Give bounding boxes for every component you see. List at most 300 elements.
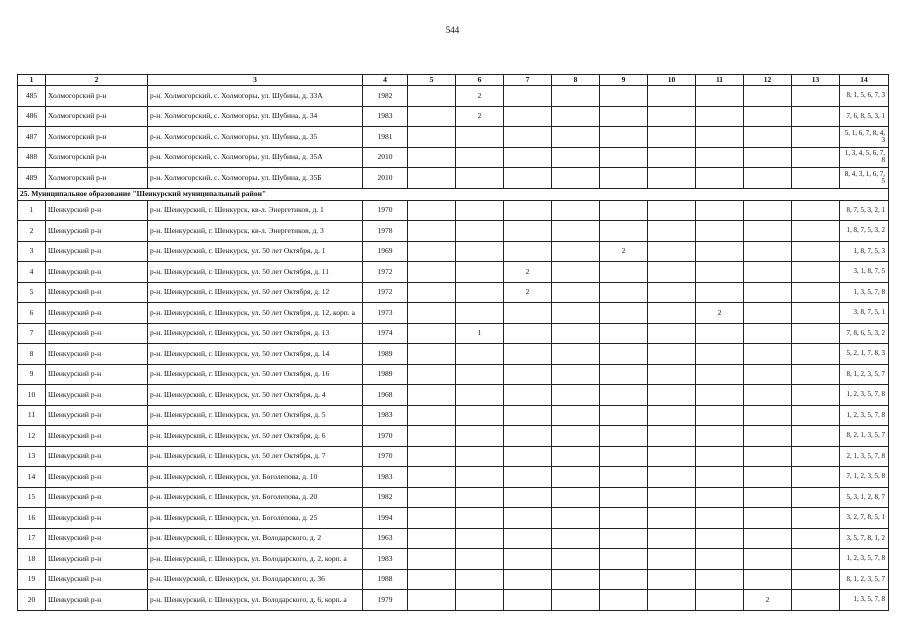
cell-c8 xyxy=(552,446,600,467)
cell-c8 xyxy=(552,569,600,590)
table-row xyxy=(18,487,889,508)
cell-c10 xyxy=(648,221,696,242)
cell-c7 xyxy=(504,426,552,447)
cell-c7 xyxy=(504,590,552,611)
cell-c11 xyxy=(696,282,744,303)
cell-year: 2010 xyxy=(363,147,408,168)
cell-c10 xyxy=(648,147,696,168)
cell-c5 xyxy=(408,221,456,242)
cell-year: 1963 xyxy=(363,528,408,549)
cell-year: 1982 xyxy=(363,487,408,508)
cell-c13 xyxy=(792,569,840,590)
cell-c12 xyxy=(744,127,792,148)
cell-address: р-н. Шенкурский, г. Шенкурск, ул. 50 лет Октября, д. 1 xyxy=(148,241,363,262)
cell-c6 xyxy=(456,262,504,283)
cell-n: 6 xyxy=(18,303,46,324)
cell-address: р-н. Шенкурский, г. Шенкурск, ул. 50 лет Октября, д. 14 xyxy=(148,344,363,365)
cell-district: Шенкурский р-н xyxy=(46,569,148,590)
section-row xyxy=(18,188,889,200)
cell-district: Шенкурский р-н xyxy=(46,549,148,570)
cell-c9 xyxy=(600,262,648,283)
cell-c13 xyxy=(792,221,840,242)
page-number: 544 xyxy=(445,25,460,35)
cell-c13 xyxy=(792,200,840,221)
cell-c14: 1, 8, 7, 5, 3, 2 xyxy=(840,221,889,242)
cell-address: р-н. Шенкурский, г. Шенкурск, ул. Володарского, д. 36 xyxy=(148,569,363,590)
cell-c8 xyxy=(552,262,600,283)
cell-c6 xyxy=(456,487,504,508)
cell-c14: 1, 2, 3, 5, 7, 8 xyxy=(840,385,889,406)
cell-c8 xyxy=(552,344,600,365)
cell-c7 xyxy=(504,487,552,508)
cell-address: р-н. Шенкурский, г. Шенкурск, ул. Володарского, д. 2 xyxy=(148,528,363,549)
cell-c6 xyxy=(456,127,504,148)
cell-c13 xyxy=(792,446,840,467)
table-row xyxy=(18,467,889,488)
cell-n: 14 xyxy=(18,467,46,488)
cell-c5 xyxy=(408,590,456,611)
cell-c10 xyxy=(648,86,696,107)
cell-district: Шенкурский р-н xyxy=(46,282,148,303)
cell-c5 xyxy=(408,344,456,365)
cell-address: р-н. Холмогорский, с. Холмогоры, ул. Шубина, д. 35 xyxy=(148,127,363,148)
cell-district: Шенкурский р-н xyxy=(46,426,148,447)
cell-c11 xyxy=(696,426,744,447)
cell-n: 17 xyxy=(18,528,46,549)
cell-c14: 1, 3, 4, 5, 6, 7, 8 xyxy=(840,147,889,168)
cell-address: р-н. Шенкурский, г. Шенкурск, ул. 50 лет Октября, д. 12 xyxy=(148,282,363,303)
cell-c5 xyxy=(408,262,456,283)
cell-c13 xyxy=(792,405,840,426)
cell-c8 xyxy=(552,221,600,242)
column-header-1: 1 xyxy=(18,75,46,86)
cell-district: Шенкурский р-н xyxy=(46,487,148,508)
cell-c9 xyxy=(600,569,648,590)
cell-c9 xyxy=(600,106,648,127)
cell-c9 xyxy=(600,303,648,324)
cell-c5 xyxy=(408,168,456,189)
cell-c7 xyxy=(504,508,552,529)
cell-district: Холмогорский р-н xyxy=(46,168,148,189)
cell-district: Шенкурский р-н xyxy=(46,323,148,344)
cell-n: 486 xyxy=(18,106,46,127)
cell-c12 xyxy=(744,262,792,283)
cell-c12 xyxy=(744,200,792,221)
cell-district: Холмогорский р-н xyxy=(46,147,148,168)
cell-c7 xyxy=(504,405,552,426)
cell-c5 xyxy=(408,282,456,303)
table-row xyxy=(18,508,889,529)
cell-c8 xyxy=(552,86,600,107)
cell-c7 xyxy=(504,364,552,385)
cell-c5 xyxy=(408,364,456,385)
cell-year: 1988 xyxy=(363,569,408,590)
cell-n: 11 xyxy=(18,405,46,426)
cell-c14: 3, 2, 7, 8, 5, 1 xyxy=(840,508,889,529)
cell-district: Шенкурский р-н xyxy=(46,405,148,426)
cell-c5 xyxy=(408,487,456,508)
cell-c10 xyxy=(648,303,696,324)
cell-c10 xyxy=(648,127,696,148)
column-header-10: 10 xyxy=(648,75,696,86)
cell-district: Шенкурский р-н xyxy=(46,590,148,611)
cell-n: 488 xyxy=(18,147,46,168)
cell-c5 xyxy=(408,106,456,127)
cell-c5 xyxy=(408,549,456,570)
cell-n: 8 xyxy=(18,344,46,365)
cell-year: 2010 xyxy=(363,168,408,189)
cell-c13 xyxy=(792,528,840,549)
cell-c9 xyxy=(600,200,648,221)
cell-c13 xyxy=(792,147,840,168)
cell-c7 xyxy=(504,106,552,127)
column-header-13: 13 xyxy=(792,75,840,86)
cell-c12 xyxy=(744,364,792,385)
column-header-11: 11 xyxy=(696,75,744,86)
cell-c13 xyxy=(792,344,840,365)
cell-c10 xyxy=(648,241,696,262)
cell-c7 xyxy=(504,344,552,365)
cell-c6 xyxy=(456,467,504,488)
cell-n: 20 xyxy=(18,590,46,611)
cell-c5 xyxy=(408,86,456,107)
cell-n: 1 xyxy=(18,200,46,221)
cell-n: 4 xyxy=(18,262,46,283)
cell-district: Шенкурский р-н xyxy=(46,221,148,242)
cell-address: р-н. Шенкурский, г. Шенкурск, ул. Володарского, д. 2, корп. а xyxy=(148,549,363,570)
cell-c6 xyxy=(456,426,504,447)
cell-c11 xyxy=(696,344,744,365)
cell-c9 xyxy=(600,487,648,508)
table-row xyxy=(18,590,889,611)
cell-c8 xyxy=(552,147,600,168)
cell-n: 16 xyxy=(18,508,46,529)
cell-c9 xyxy=(600,405,648,426)
cell-c10 xyxy=(648,446,696,467)
cell-c14: 3, 8, 7, 5, 1 xyxy=(840,303,889,324)
cell-c9 xyxy=(600,168,648,189)
cell-c9 xyxy=(600,446,648,467)
cell-c6: 1 xyxy=(456,323,504,344)
cell-district: Холмогорский р-н xyxy=(46,106,148,127)
cell-district: Шенкурский р-н xyxy=(46,262,148,283)
cell-c10 xyxy=(648,426,696,447)
cell-year: 1989 xyxy=(363,344,408,365)
cell-district: Шенкурский р-н xyxy=(46,364,148,385)
cell-year: 1972 xyxy=(363,262,408,283)
cell-district: Шенкурский р-н xyxy=(46,241,148,262)
cell-c14: 8, 1, 2, 3, 5, 7 xyxy=(840,569,889,590)
cell-address: р-н. Холмогорский, с. Холмогоры, ул. Шубина, д. 34 xyxy=(148,106,363,127)
cell-c14: 8, 7, 5, 3, 2, 1 xyxy=(840,200,889,221)
cell-c6 xyxy=(456,147,504,168)
table-row xyxy=(18,426,889,447)
cell-year: 1969 xyxy=(363,241,408,262)
table-row xyxy=(18,168,889,189)
table-row xyxy=(18,385,889,406)
cell-c7 xyxy=(504,241,552,262)
cell-c12 xyxy=(744,168,792,189)
cell-c10 xyxy=(648,569,696,590)
cell-c6: 2 xyxy=(456,106,504,127)
table-row xyxy=(18,405,889,426)
cell-c7 xyxy=(504,303,552,324)
cell-c6 xyxy=(456,405,504,426)
table-row xyxy=(18,147,889,168)
cell-c12 xyxy=(744,426,792,447)
cell-c6 xyxy=(456,569,504,590)
cell-c14: 7, 1, 2, 3, 5, 8 xyxy=(840,467,889,488)
cell-n: 2 xyxy=(18,221,46,242)
cell-c7 xyxy=(504,168,552,189)
cell-c12 xyxy=(744,487,792,508)
cell-address: р-н. Шенкурский, г. Шенкурск, кв-л. Энергетиков, д. 1 xyxy=(148,200,363,221)
cell-n: 12 xyxy=(18,426,46,447)
cell-c6 xyxy=(456,241,504,262)
cell-c9 xyxy=(600,426,648,447)
cell-c14: 8, 1, 2, 3, 5, 7 xyxy=(840,364,889,385)
cell-c12 xyxy=(744,303,792,324)
table-row xyxy=(18,106,889,127)
cell-c5 xyxy=(408,405,456,426)
cell-c13 xyxy=(792,86,840,107)
cell-c10 xyxy=(648,467,696,488)
cell-c11 xyxy=(696,508,744,529)
cell-year: 1973 xyxy=(363,303,408,324)
cell-c11 xyxy=(696,147,744,168)
cell-c10 xyxy=(648,323,696,344)
cell-c14: 8, 2, 1, 3, 5, 7 xyxy=(840,426,889,447)
cell-c12 xyxy=(744,528,792,549)
column-header-14: 14 xyxy=(840,75,889,86)
cell-c12 xyxy=(744,508,792,529)
cell-address: р-н. Шенкурский, г. Шенкурск, ул. 50 лет Октября, д. 7 xyxy=(148,446,363,467)
cell-c5 xyxy=(408,127,456,148)
cell-c10 xyxy=(648,405,696,426)
table-row xyxy=(18,323,889,344)
cell-c5 xyxy=(408,200,456,221)
table-row xyxy=(18,282,889,303)
cell-year: 1970 xyxy=(363,426,408,447)
cell-c12 xyxy=(744,86,792,107)
cell-c6 xyxy=(456,282,504,303)
cell-c8 xyxy=(552,508,600,529)
cell-address: р-н. Шенкурский, г. Шенкурск, ул. Володарского, д. 6, корп. а xyxy=(148,590,363,611)
column-header-9: 9 xyxy=(600,75,648,86)
cell-c6 xyxy=(456,344,504,365)
cell-c12 xyxy=(744,549,792,570)
cell-c5 xyxy=(408,426,456,447)
cell-c8 xyxy=(552,385,600,406)
cell-c11 xyxy=(696,385,744,406)
cell-c12 xyxy=(744,467,792,488)
cell-c8 xyxy=(552,364,600,385)
table-row xyxy=(18,200,889,221)
cell-c5 xyxy=(408,303,456,324)
cell-c8 xyxy=(552,590,600,611)
cell-district: Шенкурский р-н xyxy=(46,528,148,549)
cell-c13 xyxy=(792,262,840,283)
table-row xyxy=(18,344,889,365)
cell-c6 xyxy=(456,508,504,529)
cell-c5 xyxy=(408,569,456,590)
cell-n: 5 xyxy=(18,282,46,303)
column-header-6: 6 xyxy=(456,75,504,86)
cell-c12: 2 xyxy=(744,590,792,611)
cell-n: 9 xyxy=(18,364,46,385)
cell-c12 xyxy=(744,241,792,262)
cell-c12 xyxy=(744,446,792,467)
cell-c14: 5, 3, 1, 2, 8, 7 xyxy=(840,487,889,508)
cell-c10 xyxy=(648,487,696,508)
cell-c12 xyxy=(744,323,792,344)
cell-c12 xyxy=(744,569,792,590)
cell-c8 xyxy=(552,168,600,189)
cell-c8 xyxy=(552,200,600,221)
cell-c8 xyxy=(552,127,600,148)
cell-district: Шенкурский р-н xyxy=(46,344,148,365)
cell-c8 xyxy=(552,528,600,549)
cell-year: 1983 xyxy=(363,467,408,488)
column-header-12: 12 xyxy=(744,75,792,86)
cell-c5 xyxy=(408,446,456,467)
column-header-5: 5 xyxy=(408,75,456,86)
cell-c8 xyxy=(552,549,600,570)
cell-address: р-н. Шенкурский, г. Шенкурск, ул. Боголепова, д. 20 xyxy=(148,487,363,508)
cell-c9 xyxy=(600,549,648,570)
cell-year: 1989 xyxy=(363,364,408,385)
cell-c10 xyxy=(648,385,696,406)
cell-c11 xyxy=(696,549,744,570)
cell-c7 xyxy=(504,147,552,168)
cell-address: р-н. Шенкурский, г. Шенкурск, ул. 50 лет Октября, д. 4 xyxy=(148,385,363,406)
cell-district: Шенкурский р-н xyxy=(46,446,148,467)
cell-c12 xyxy=(744,344,792,365)
cell-c9 xyxy=(600,282,648,303)
cell-district: Холмогорский р-н xyxy=(46,86,148,107)
cell-c9 xyxy=(600,344,648,365)
cell-district: Шенкурский р-н xyxy=(46,303,148,324)
column-header-8: 8 xyxy=(552,75,600,86)
cell-c6 xyxy=(456,549,504,570)
cell-year: 1983 xyxy=(363,106,408,127)
cell-c11 xyxy=(696,364,744,385)
cell-c6 xyxy=(456,221,504,242)
cell-c6 xyxy=(456,446,504,467)
cell-c6 xyxy=(456,200,504,221)
table-row xyxy=(18,86,889,107)
cell-c7 xyxy=(504,467,552,488)
cell-c9 xyxy=(600,147,648,168)
cell-c13 xyxy=(792,549,840,570)
cell-c9 xyxy=(600,86,648,107)
cell-c9 xyxy=(600,127,648,148)
cell-year: 1972 xyxy=(363,282,408,303)
cell-year: 1981 xyxy=(363,127,408,148)
column-header-3: 3 xyxy=(148,75,363,86)
cell-address: р-н. Шенкурский, г. Шенкурск, ул. 50 лет Октября, д. 5 xyxy=(148,405,363,426)
cell-c10 xyxy=(648,508,696,529)
cell-district: Холмогорский р-н xyxy=(46,127,148,148)
cell-c11: 2 xyxy=(696,303,744,324)
cell-c11 xyxy=(696,446,744,467)
cell-c12 xyxy=(744,385,792,406)
cell-c6 xyxy=(456,364,504,385)
cell-c14: 3, 1, 8, 7, 5 xyxy=(840,262,889,283)
header-row xyxy=(18,75,889,86)
table-row xyxy=(18,364,889,385)
cell-year: 1970 xyxy=(363,200,408,221)
cell-address: р-н. Шенкурский, г. Шенкурск, ул. Боголепова, д. 10 xyxy=(148,467,363,488)
cell-year: 1983 xyxy=(363,405,408,426)
cell-c8 xyxy=(552,487,600,508)
cell-c13 xyxy=(792,168,840,189)
cell-c13 xyxy=(792,282,840,303)
table-header xyxy=(18,75,889,86)
cell-c13 xyxy=(792,323,840,344)
table-row xyxy=(18,569,889,590)
cell-address: р-н. Шенкурский, г. Шенкурск, ул. Боголепова, д. 25 xyxy=(148,508,363,529)
cell-c7: 2 xyxy=(504,282,552,303)
cell-c11 xyxy=(696,262,744,283)
table-row xyxy=(18,549,889,570)
cell-c10 xyxy=(648,590,696,611)
cell-address: р-н. Шенкурский, г. Шенкурск, ул. 50 лет Октября, д. 11 xyxy=(148,262,363,283)
cell-c11 xyxy=(696,569,744,590)
cell-address: р-н. Шенкурский, г. Шенкурск, ул. 50 лет Октября, д. 6 xyxy=(148,426,363,447)
cell-c8 xyxy=(552,323,600,344)
table-row xyxy=(18,303,889,324)
cell-c6 xyxy=(456,168,504,189)
table-row xyxy=(18,241,889,262)
cell-c9 xyxy=(600,323,648,344)
table-body xyxy=(18,86,889,611)
cell-address: р-н. Шенкурский, г. Шенкурск, ул. 50 лет Октября, д. 12, корп. а xyxy=(148,303,363,324)
cell-n: 15 xyxy=(18,487,46,508)
cell-n: 10 xyxy=(18,385,46,406)
cell-c13 xyxy=(792,467,840,488)
cell-address: р-н. Холмогорский, с. Холмогоры, ул. Шубина, д. 33А xyxy=(148,86,363,107)
cell-year: 1968 xyxy=(363,385,408,406)
cell-c7 xyxy=(504,221,552,242)
table-row xyxy=(18,221,889,242)
cell-n: 485 xyxy=(18,86,46,107)
cell-c11 xyxy=(696,590,744,611)
cell-c11 xyxy=(696,405,744,426)
table-row xyxy=(18,262,889,283)
cell-c11 xyxy=(696,168,744,189)
cell-c10 xyxy=(648,364,696,385)
cell-c9 xyxy=(600,528,648,549)
cell-address: р-н. Шенкурский, г. Шенкурск, ул. 50 лет Октября, д. 16 xyxy=(148,364,363,385)
cell-c11 xyxy=(696,241,744,262)
cell-c10 xyxy=(648,168,696,189)
cell-c9 xyxy=(600,364,648,385)
cell-c6 xyxy=(456,528,504,549)
cell-c9 xyxy=(600,508,648,529)
cell-c11 xyxy=(696,528,744,549)
cell-c14: 1, 3, 5, 7, 8 xyxy=(840,282,889,303)
cell-c7 xyxy=(504,86,552,107)
cell-district: Шенкурский р-н xyxy=(46,200,148,221)
cell-c5 xyxy=(408,528,456,549)
cell-c10 xyxy=(648,282,696,303)
cell-c11 xyxy=(696,106,744,127)
cell-c8 xyxy=(552,467,600,488)
cell-c7: 2 xyxy=(504,262,552,283)
cell-year: 1994 xyxy=(363,508,408,529)
cell-c13 xyxy=(792,106,840,127)
